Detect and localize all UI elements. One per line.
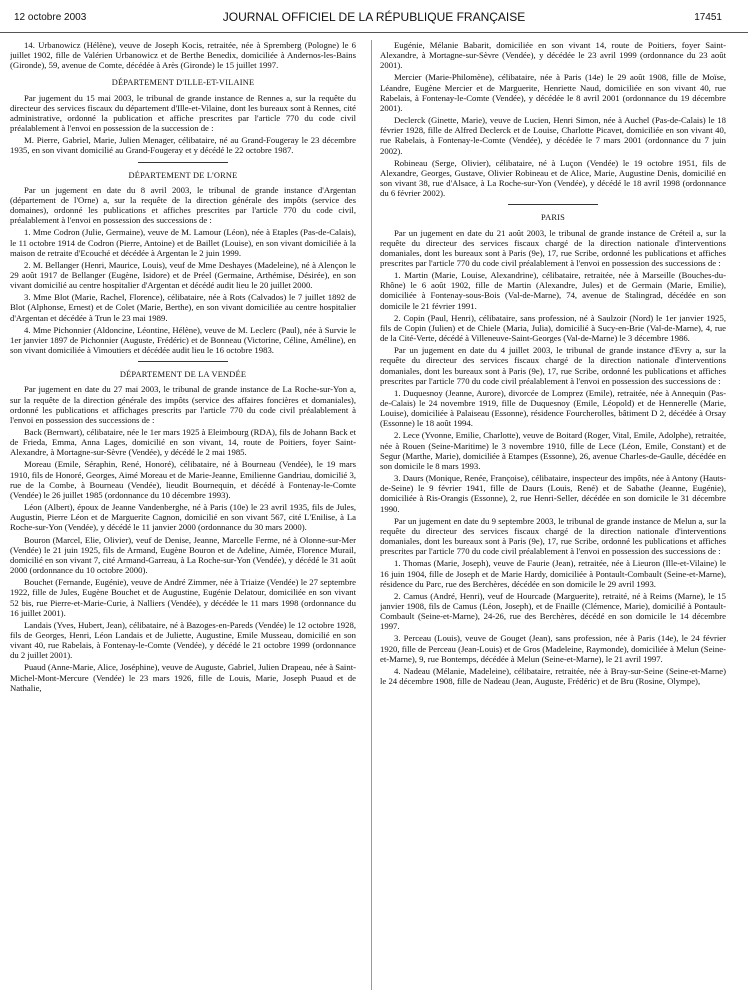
section-heading: DÉPARTEMENT DE L'ORNE <box>128 170 238 180</box>
paragraph: 2. Camus (André, Henri), veuf de Hourcade (Marguerite), retraité, né à Reims (Marne), le 15 janvier 1908, fils de Camus (Léon, Joseph), et de Fnaille (Clémence, Marie), domicilié à Pontault-Combault (Seine-et-Marne), 24-26, rue des Berchères, décédé en son domicile le 14 décembre 1997. <box>380 590 726 632</box>
paragraph: Declerck (Ginette, Marie), veuve de Lucien, Henri Simon, née à Auchel (Pas-de-Calais) le 18 février 1928, fille de Alfred Declerck et de Louise, Charlotte Picavet, domiciliée en son vivant 40, rue Rabelais, à Fontenay-le-Comte (Vendée), y décédée le 7 mars 2001 (ordonnance du 7 juin 2002). <box>380 115 726 156</box>
paragraph: 3. Mme Blot (Marie, Rachel, Florence), célibataire, née à Rots (Calvados) le 7 juillet 1892 de Blot (Alphonse, Ernest) et de Colet (Marie, Berthe), en son vivant domiciliée au centre hospitalier d'Argentan et décédée à Trun le 23 mai 1989. <box>10 292 356 323</box>
paragraph: 2. Copin (Paul, Henri), célibataire, sans profession, né à Saulzoir (Nord) le 1er janvier 1925, fils de Copin (Julien) et de Chiele (Maria, Julia), domicilié à Sucy-en-Brie (Val-de-Marne), 4, rue de la Cité-Verte, décédé à Villeneuve-Saint-Georges (Val-de-Marne) le 3 décembre 1986. <box>380 312 726 344</box>
header-page-number: 17451 <box>694 12 722 23</box>
page-header <box>0 0 748 34</box>
paragraph: Puaud (Anne-Marie, Alice, Joséphine), veuve de Auguste, Gabriel, Julien Drapeau, née à Saint-Michel-Mont-Mercure (Vendée) le 23 mars 1926, fille de Louis, Marie, Joseph Puaud et de Nathalie, <box>10 662 356 693</box>
paragraph: Bouron (Marcel, Elie, Olivier), veuf de Denise, Jeanne, Marcelle Ferme, né à Olonne-sur-Mer (Vendée) le 21 juin 1925, fils de Armand, Eugène Bouron et de Adeline, Aimée, Florence Murail, domicilié en son vivant 7, cité Armand-Garreau, à La Roche-sur-Yon (Vendée), y décédé le 31 août 2000 (ordonnance du 10 octobre 2000). <box>10 534 356 576</box>
section-separator <box>508 204 598 205</box>
section-separator <box>138 361 228 362</box>
section-heading: DÉPARTEMENT D'ILLE-ET-VILAINE <box>111 78 255 88</box>
paragraph: 4. Nadeau (Mélanie, Madeleine), célibataire, retraitée, née à Bray-sur-Seine (Seine-et-Marne) le 24 décembre 1908, fille de Nadeau (Jean, Auguste, Frédéric) et de Bru (Rosine, Olympe), <box>380 665 726 687</box>
paragraph: Par un jugement en date du 9 septembre 2003, le tribunal de grande instance de Melun a, sur la requête du directeur des services fiscaux chargé de la direction nationale d'interventions domaniales, dont les bureaux sont à Paris (9e), 17, rue Scribe, ordonné les publications et affiches prescrites par l'article 770 du code civil préalablement à l'envoi en possession des successions de : <box>380 515 726 557</box>
paragraph: 1. Mme Codron (Julie, Germaine), veuve de M. Lamour (Léon), née à Etaples (Pas-de-Calais), le 11 octobre 1914 de Codron (Pierre, Antoine) et de Baillet (Louise), en son vivant domiciliée à la maison de retraite d'Ecouché et décédée à Argentan le 2 juin 1999. <box>10 227 356 258</box>
paragraph: 2. Lece (Yvonne, Emilie, Charlotte), veuve de Boitard (Roger, Vital, Emile, Adolphe), retraitée, née à Rouen (Seine-Maritime) le 3 novembre 1910, fille de Lece (Léon, Emile, Constant) et de Segur (Marthe, Marie), domiciliée à Etampes (Essonne), 26, avenue Charles-de-Gaulle, décédée en son domicile le 8 mars 1993. <box>380 430 726 471</box>
paragraph: Moreau (Emile, Séraphin, René, Honoré), célibataire, né à Bourneau (Vendée), le 19 mars 1910, fils de Honoré, Georges, Aimé Moreau et de Marie-Jeanne, Emilienne Gandriau, domicilié 3, rue de la Combe, à Bourneau (Vendée), lieudit Bournequin, et décédé à Fontenay-le-Comte (Vendée) le 26 juillet 1985 (ordonnance du 10 décembre 1993). <box>10 459 356 500</box>
paragraph: 14. Urbanowicz (Hélène), veuve de Joseph Kocis, retraitée, née à Spremberg (Pologne) le 6 juillet 1902, fille de Valérien Urbanowicz et de Berthe Benedix, domiciliée à Andernos-les-Bains (Gironde), 59, avenue de Comte, décédée à Arès (Gironde) le 15 juillet 1997. <box>10 40 356 71</box>
section-separator <box>138 162 228 163</box>
header-date: 12 octobre 2003 <box>14 12 87 23</box>
paragraph: Bouchet (Fernande, Eugénie), veuve de André Zimmer, née à Triaize (Vendée) le 27 septembre 1922, fille de Jules, Eugène Bouchet et de Augustine, Eugénie Delatour, domiciliée en son vivant 52 bis, rue Pierre-et-Marie-Curie, à Nalliers (Vendée), y décédée le 11 mars 1998 (ordonnance du 16 juillet 2001). <box>10 577 356 618</box>
header-title: JOURNAL OFFICIEL DE LA RÉPUBLIQUE FRANÇAISE <box>222 10 526 24</box>
paragraph: Mercier (Marie-Philomène), célibataire, née à Paris (14e) le 29 août 1908, fille de Moïse, Léandre, Eugène Mercier et de Marguerite, Henriette Naud, domiciliée en son vivant 40, rue Rabelais, à Fontenay-le-Comte (Vendée), y décédée le 8 avril 2001 (ordonnance du 19 décembre 2001). <box>380 72 726 113</box>
paragraph: 1. Thomas (Marie, Joseph), veuve de Faurie (Jean), retraitée, née à Lieuron (Ille-et-Vilaine) le 16 juin 1904, fille de Joseph et de Marie Hardy, domiciliée à Pontault-Combault (Seine-et-Marne), résidence du Parc, rue des Berchères, décédée en son domicile le 29 avril 1993. <box>380 558 726 589</box>
paragraph: Eugénie, Mélanie Babarit, domiciliée en son vivant 14, route de Poitiers, foyer Saint-Alexandre, à Mortagne-sur-Sèvre (Vendée), y décédée le 23 avril 1999 (ordonnance du 23 août 2001). <box>380 40 726 71</box>
paragraph: 1. Duquesnoy (Jeanne, Aurore), divorcée de Lomprez (Emile), retraitée, née à Annequin (Pas-de-Calais) le 24 novembre 1919, fille de Duquesnoy (Emile, Léopold) et de Hennerelle (Marie, Louise), domiciliée à Palaiseau (Essonne), résidence Fourcherolles, bâtiment D 2, décédée à Orsay (Essonne) le 18 août 1994. <box>380 387 726 429</box>
right-intro <box>380 40 726 198</box>
paragraph: 3. Daurs (Monique, Renée, Françoise), célibataire, inspecteur des impôts, née à Antony (Hauts-de-Seine) le 9 février 1941, fille de Daurs (Louis, René) et de Sabathe (Jeanne, Eugénie), domiciliée à Ris-Orangis (Essonne), 2, rue Henri-Seller, décédée en son domicile le 31 décembre 1990. <box>380 473 726 514</box>
section-ille-et-vilaine <box>10 78 356 162</box>
paragraph: M. Pierre, Gabriel, Marie, Julien Menager, célibataire, né au Grand-Fougeray le 23 décembre 1935, en son vivant domicilié au Grand-Fougeray et y décédé le 22 octobre 1987. <box>10 135 356 156</box>
paragraph: 1. Martin (Marie, Louise, Alexandrine), célibataire, retraitée, née à Marseille (Bouches-du-Rhône) le 6 août 1902, fille de Martin (Alexandre, Jules) et de Germain (Marie, Emilie), domiciliée à Fontenay-sous-Bois (Val-de-Marne), 74, avenue de Stalingrad, décédée en son domicile le 21 février 1991. <box>380 270 726 311</box>
section-body <box>10 93 356 156</box>
section-body <box>10 384 356 693</box>
paragraph: Back (Bernwart), célibataire, née le 1er mars 1925 à Eleimbourg (RDA), fils de Johann Back et de Frieda, Emma, Anna Lages, domicilié en son vivant, 14, route de Poitiers, foyer Saint-Alexandre, à Mortagne-sur-Sèvre (Vendée), y décédé le 2 mai 1985. <box>10 427 356 458</box>
section-vendee <box>10 370 356 693</box>
paragraph: Par un jugement en date du 4 juillet 2003, le tribunal de grande instance d'Evry a, sur la requête du directeur des services fiscaux chargé de la direction nationale d'interventions domaniales, dont les bureaux sont à Paris (9e), 17, rue Scribe, ordonné les publications et affiches prescrites par l'article 770 du code civil préalablement à l'envoi en possession des successions de : <box>380 345 726 386</box>
header-rule <box>0 32 748 33</box>
paragraph: Léon (Albert), époux de Jeanne Vandenberghe, né à Paris (10e) le 23 avril 1935, fils de Jules, Augustin, Pierre Léon et de Marguerite Cagnon, domicilié en son vivant 567, cité L'Enilise, à La Roche-sur-Yon (Vendée), y décédé le 11 janvier 2000 (ordonnance du 30 mars 2000). <box>10 502 356 533</box>
left-column <box>10 40 356 988</box>
paragraph: Robineau (Serge, Olivier), célibataire, né à Luçon (Vendée) le 19 octobre 1951, fils de Alexandre, Georges, Gustave, Olivier Robineau et de Alice, Marie, Augustine Denis, domicilié en son vivant 38, rue d'Alsace, à La Roche-sur-Yon (Vendée), y décédé le 18 avril 1998 (ordonnance du 6 février 2002). <box>380 157 726 199</box>
right-column <box>380 40 726 988</box>
section-paris <box>380 213 726 686</box>
section-body <box>380 228 726 687</box>
section-orne <box>10 171 356 363</box>
column-divider <box>371 40 372 990</box>
paragraph: Landais (Yves, Hubert, Jean), célibataire, né à Bazoges-en-Pareds (Vendée) le 12 octobre 1928, fils de Georges, Henri, Léon Landais et de Juliette, Augustine, Emile Musseau, domicilié en son vivant 40, rue Rabelais, à Fontenay-le-Comte (Vendée), y décédé le 21 octobre 1999 (ordonnance du 2 juillet 2001). <box>10 619 356 661</box>
section-heading: DÉPARTEMENT DE LA VENDÉE <box>119 370 247 380</box>
paragraph: 4. Mme Pichonnier (Aldoncine, Léontine, Hélène), veuve de M. Leclerc (Paul), née à Survie le 1er janvier 1897 de Pichonnier (Auguste, Frédéric) et de Bonneau (Victorine, Céline, Améline), en son vivant domiciliée à Vimoutiers et décédée audit lieu le 16 octobre 1983. <box>10 324 356 356</box>
section-body <box>10 185 356 356</box>
paragraph: 2. M. Bellanger (Henri, Maurice, Louis), veuf de Mme Deshayes (Madeleine), né à Alençon le 29 août 1917 de Bellanger (Eugène, Isidore) et de Préel (Germaine, Arthémise, Désirée), en son vivant domicilié au centre hospitalier d'Argentan et décédé audit lieu le 20 juillet 2000. <box>10 259 356 291</box>
paragraph: 3. Perceau (Louis), veuve de Gouget (Jean), sans profession, née à Paris (14e), le 24 février 1920, fille de Perceau (Jean-Louis) et de Gros (Madeleine, Raymonde), domiciliée à Melun (Seine-et-Marne), 9, rue Bontemps, décédée à Melun (Seine-et-Marne), le 21 avril 1997. <box>380 633 726 664</box>
left-intro <box>10 40 356 70</box>
paragraph: Par jugement en date du 27 mai 2003, le tribunal de grande instance de La Roche-sur-Yon a, sur la requête de la direction générale des impôts (service des affaires foncières et domaniales), ordonné les publications et affichages prescrits par l'article 770 du code civil préalablement à l'envoi en possession des successions de : <box>10 384 356 425</box>
section-heading: PARIS <box>541 213 565 223</box>
paragraph: Par un jugement en date du 8 avril 2003, le tribunal de grande instance d'Argentan (département de l'Orne) a, sur la requête de la direction générale des impôts (service des domaines), ordonné les publications et affiches prescrites par l'article 770 du code civil, préalablement à l'envoi en possession des successions de : <box>10 184 356 226</box>
paragraph: Par un jugement en date du 21 août 2003, le tribunal de grande instance de Créteil a, sur la requête du directeur des services fiscaux chargé de la direction nationale d'interventions domaniales, dont les bureaux sont à Paris (9e), 17, rue Scribe, ordonné les publications et affiches prescrites par l'article 770 du code civil préalablement à l'envoi en possession des successions de : <box>380 227 726 268</box>
paragraph: Par jugement du 15 mai 2003, le tribunal de grande instance de Rennes a, sur la requête du directeur des services fiscaux du département d'Ille-et-Vilaine, dont les bureaux sont à Rennes, cité administrative, ordonné la publication et affiche prescrites par l'article 770 du code civil préalablement à l'envoi en possession de la succession de : <box>10 92 356 134</box>
